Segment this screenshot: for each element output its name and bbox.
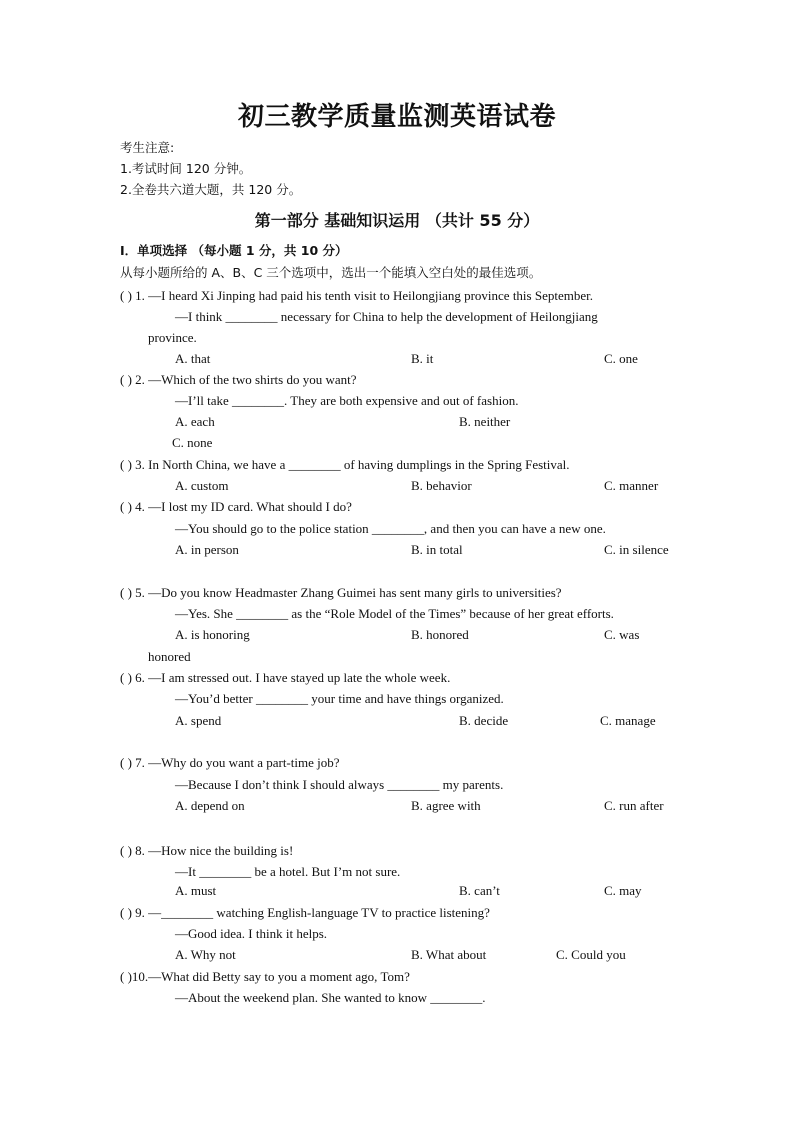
question-line: honored [148, 649, 191, 664]
question-line: —Yes. She ________ as the “Role Model of the Times” because of her great efforts. [175, 606, 614, 621]
question-stem: ( ) 9. —________ watching English-language TV to practice listening? [120, 905, 490, 920]
notes-heading: 考生注意: [120, 140, 175, 155]
option-b: B. What about [411, 947, 487, 962]
question-line: —Because I don’t think I should always ________ my parents. [175, 777, 504, 792]
option-b: B. decide [459, 713, 509, 728]
option-a: A. each [175, 414, 215, 429]
section-title: 第一部分 基础知识运用 （共计 55 分） [254, 211, 540, 230]
question-stem: ( ) 6. —I am stressed out. I have stayed up late the whole week. [120, 670, 451, 685]
option-b: B. it [411, 351, 434, 366]
option-a: A. in person [175, 542, 239, 557]
question-line: province. [148, 330, 197, 345]
note-item: 1.考试时间 120 分钟。 [120, 161, 252, 176]
question-line: —Good idea. I think it helps. [175, 926, 328, 941]
question-line: —I’ll take ________. They are both expensive and out of fashion. [175, 393, 519, 408]
question-line: —About the weekend plan. She wanted to know ________. [175, 990, 486, 1005]
option-c: C. run after [604, 798, 664, 813]
option-a: A. depend on [175, 798, 245, 813]
option-c: C. may [604, 883, 642, 898]
option-a: A. is honoring [175, 627, 250, 642]
option-a: A. spend [175, 713, 222, 728]
option-c: C. manner [604, 478, 659, 493]
question-line: —You should go to the police station ________, and then you can have a new one. [175, 521, 606, 536]
question-stem: ( ) 7. —Why do you want a part-time job? [120, 755, 340, 770]
option-c: C. manage [600, 713, 656, 728]
question-stem: ( ) 5. —Do you know Headmaster Zhang Guimei has sent many girls to universities? [120, 585, 562, 600]
question-line: —You’d better ________ your time and have things organized. [175, 691, 504, 706]
option-b: B. agree with [411, 798, 481, 813]
page-title: 初三教学质量监测英语试卷 [237, 102, 556, 132]
option-c: C. Could you [556, 947, 626, 962]
option-c: C. none [172, 435, 213, 450]
question-line: —It ________ be a hotel. But I’m not sure. [175, 864, 401, 879]
option-a: A. custom [175, 478, 229, 493]
option-b: B. honored [411, 627, 469, 642]
question-stem: ( ) 1. —I heard Xi Jinping had paid his tenth visit to Heilongjiang province this September. [120, 288, 593, 303]
option-b: B. can’t [459, 883, 500, 898]
question-stem: ( ) 4. —I lost my ID card. What should I do? [120, 499, 352, 514]
part-title: I．单项选择 （每小题 1 分，共 10 分） [120, 243, 348, 258]
option-c: C. one [604, 351, 638, 366]
question-stem: ( ) 3. In North China, we have a ________ of having dumplings in the Spring Festival. [120, 457, 570, 472]
question-stem: ( )10.—What did Betty say to you a moment ago, Tom? [120, 969, 410, 984]
question-line: —I think ________ necessary for China to help the development of Heilongjiang [175, 309, 598, 324]
note-item: 2.全卷共六道大题，共 120 分。 [120, 182, 302, 197]
question-stem: ( ) 2. —Which of the two shirts do you want? [120, 372, 357, 387]
option-c: C. was [604, 627, 640, 642]
question-stem: ( ) 8. —How nice the building is! [120, 843, 294, 858]
option-a: A. Why not [175, 947, 236, 962]
option-b: B. behavior [411, 478, 472, 493]
option-b: B. in total [411, 542, 463, 557]
option-a: A. must [175, 883, 217, 898]
option-a: A. that [175, 351, 211, 366]
instructions: 从每小题所给的 A、B、C 三个选项中，选出一个能填入空白处的最佳选项。 [120, 265, 542, 280]
option-b: B. neither [459, 414, 511, 429]
option-c: C. in silence [604, 542, 669, 557]
